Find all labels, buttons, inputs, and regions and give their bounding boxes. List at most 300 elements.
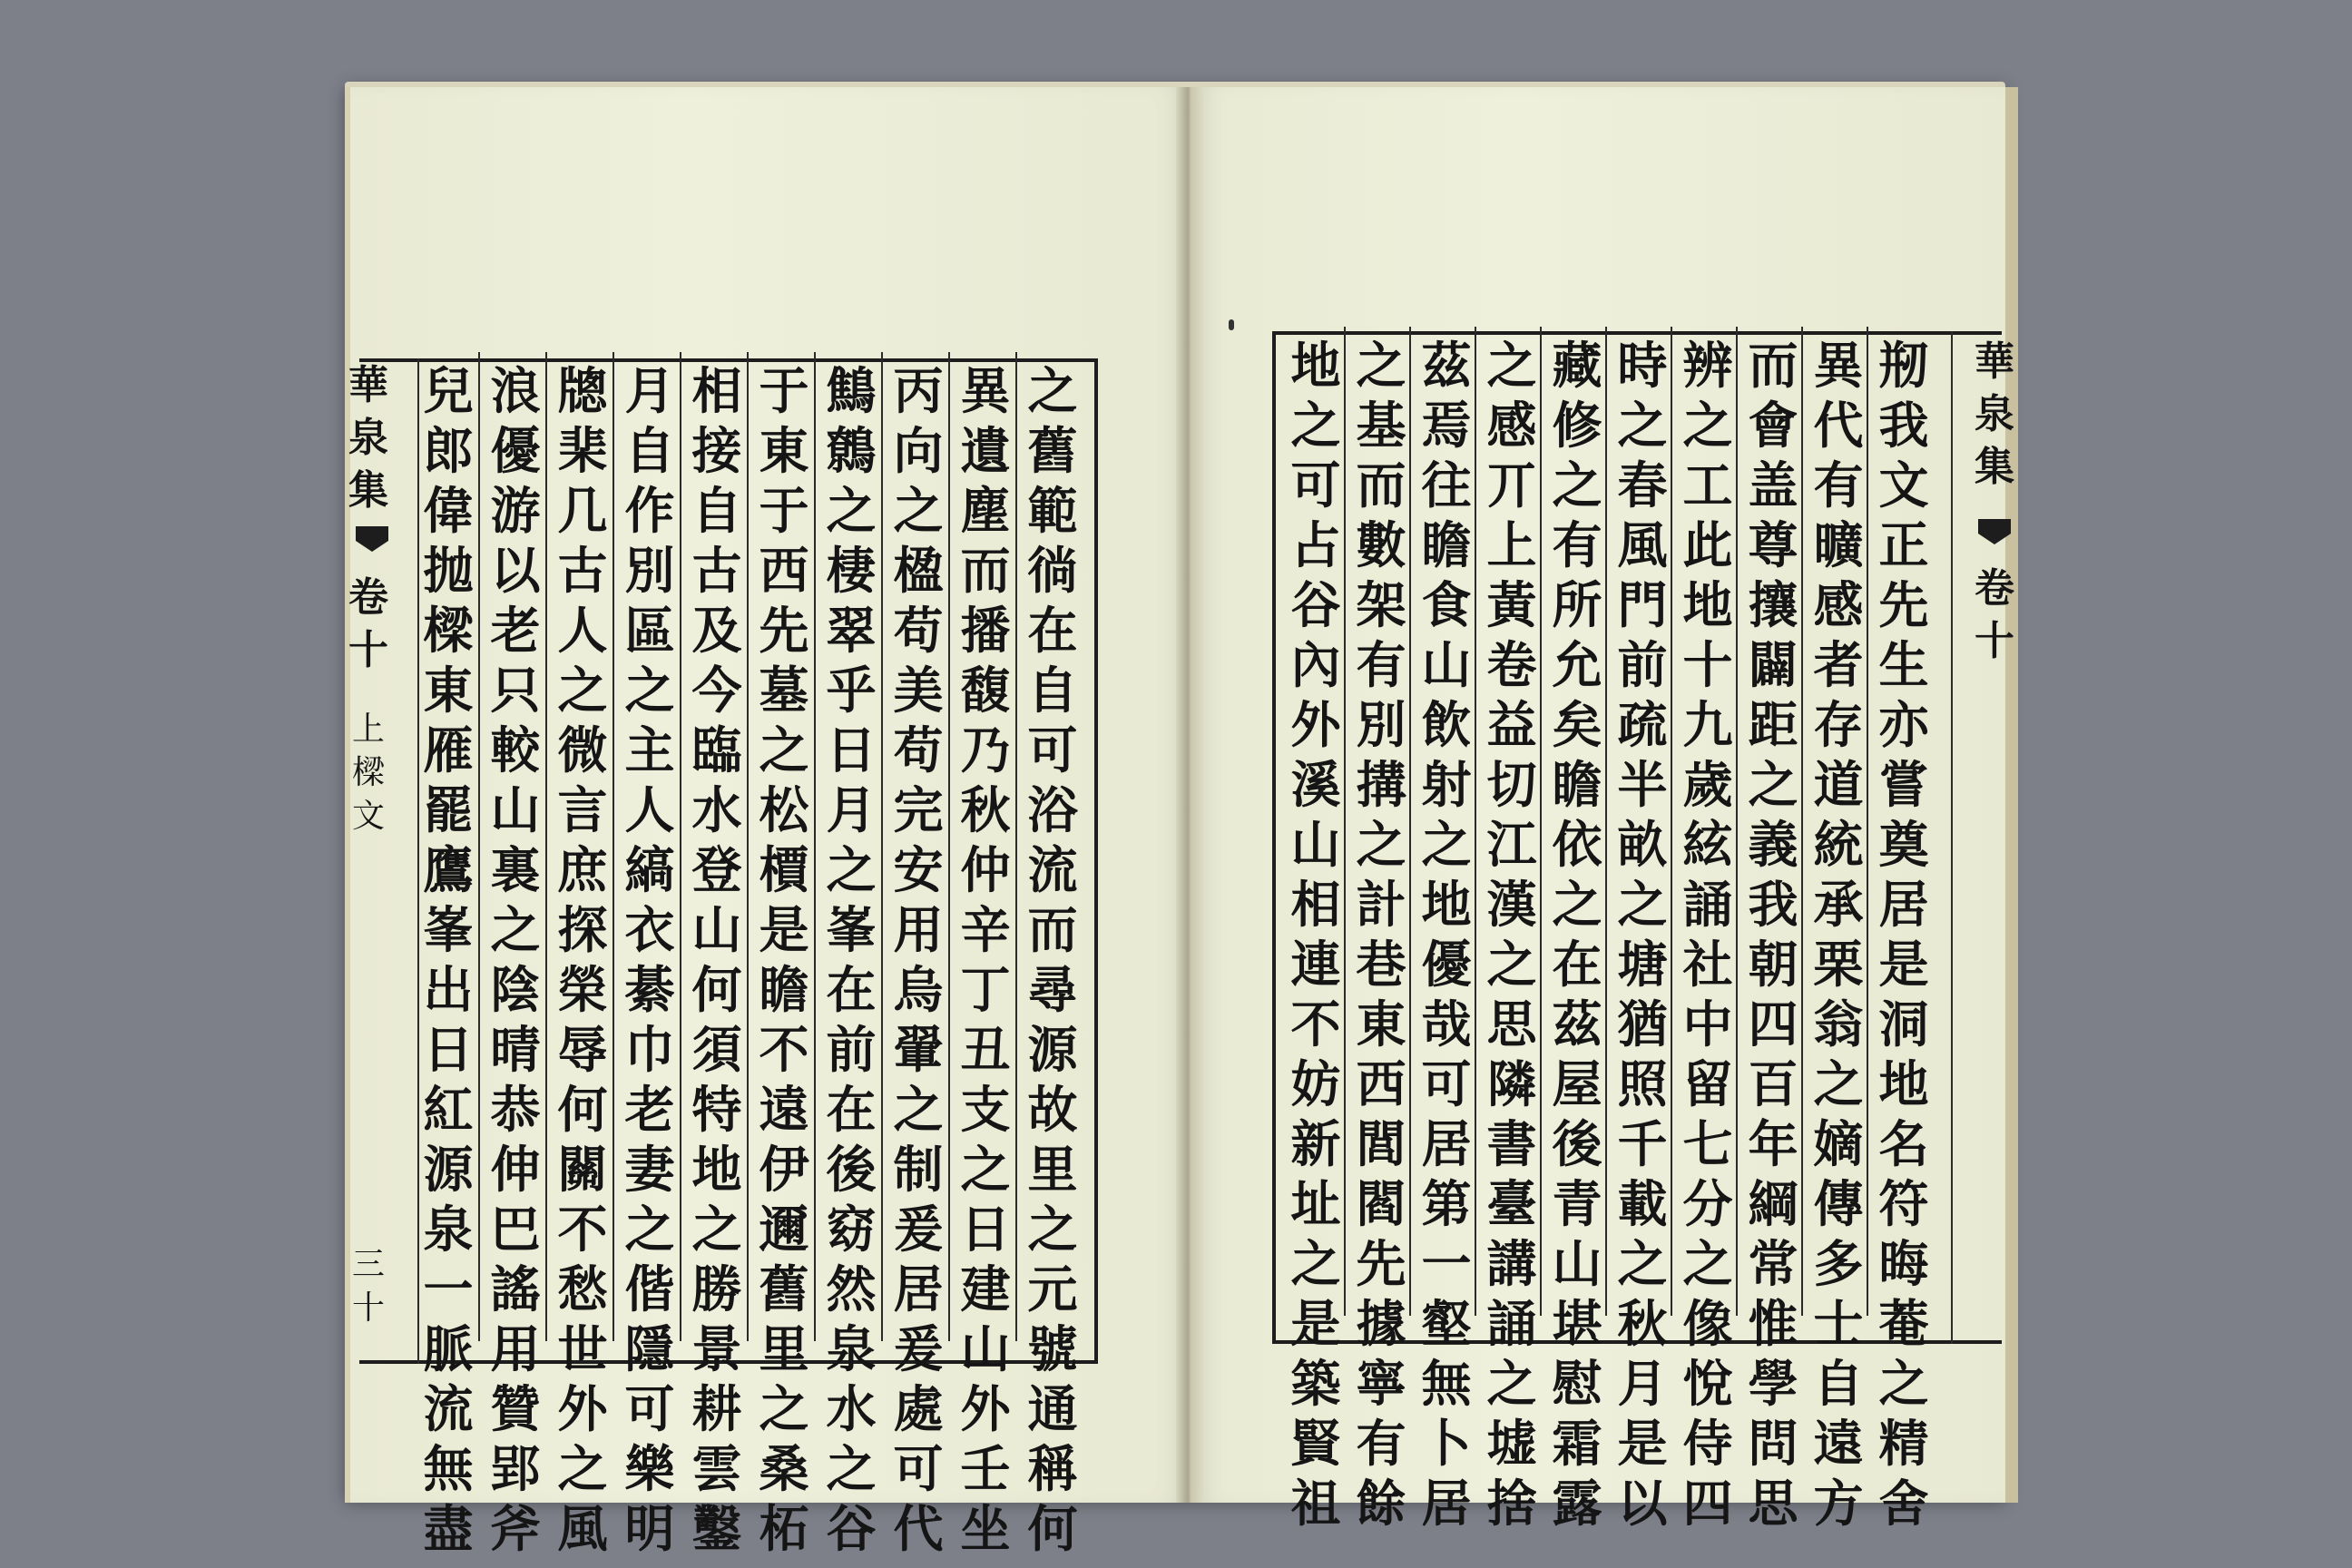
right-text-column-char: 誦 <box>1682 875 1733 934</box>
left-text-column-char: 塵 <box>960 481 1011 540</box>
left-text-column-char: 前 <box>826 1020 877 1079</box>
right-text-column-char: 食 <box>1421 575 1472 634</box>
left-text-column-char: 古 <box>557 541 608 600</box>
left-text-column-char: 區 <box>624 601 675 660</box>
right-text-column-char: 卜 <box>1421 1414 1472 1473</box>
left-text-column-char: 可 <box>624 1379 675 1438</box>
left-text-column-char: 而 <box>1027 900 1078 959</box>
left-text-column-char: 紅 <box>423 1080 474 1139</box>
left-text-column-char: 愁 <box>557 1259 608 1318</box>
left-text-column-char: 峯 <box>423 900 474 959</box>
right-text-column-char: 有 <box>1813 456 1864 514</box>
left-text-column <box>688 361 746 1559</box>
right-text-column <box>1809 336 1867 1534</box>
left-text-column-char: 榮 <box>557 960 608 1019</box>
left-text-column-char: 自 <box>1027 661 1078 720</box>
right-text-column-char: 四 <box>1682 1474 1733 1533</box>
left-text-column-char: 仲 <box>960 840 1011 899</box>
left-text-column-char: 乃 <box>960 720 1011 779</box>
left-banxin-title <box>341 359 396 517</box>
right-banxin-divider <box>1951 331 1953 1344</box>
right-text-column-char: 四 <box>1748 995 1798 1054</box>
left-text-column-char: 是 <box>759 900 809 959</box>
right-text-column-char: 在 <box>1552 935 1602 994</box>
left-text-column-char: 之 <box>759 720 809 779</box>
right-text-column-char: 有 <box>1552 515 1602 574</box>
left-text-column-char: 偉 <box>423 481 474 540</box>
left-text-column-char: 之 <box>893 1080 944 1139</box>
left-text-column-char: 瞻 <box>759 960 809 1019</box>
right-text-column-char: 之 <box>1486 336 1537 395</box>
right-text-column-char: 丌 <box>1486 456 1537 514</box>
left-text-column-char: 號 <box>1027 1319 1078 1378</box>
left-text-column-char: 可 <box>1027 720 1078 779</box>
left-text-column-char: 西 <box>759 541 809 600</box>
right-text-column-char: 射 <box>1421 755 1472 814</box>
right-text-column-char: 晦 <box>1878 1234 1929 1293</box>
right-text-column-char: 生 <box>1878 635 1929 694</box>
left-banxin-title-char: 泉 <box>348 415 388 461</box>
left-banxin-volume <box>341 572 396 677</box>
left-text-column-char: 斧 <box>490 1499 541 1558</box>
right-text-column-char: 後 <box>1552 1114 1602 1173</box>
right-text-column-char: 內 <box>1290 635 1341 694</box>
right-text-column-char: 悅 <box>1682 1354 1733 1413</box>
right-text-column-char: 黃 <box>1486 575 1537 634</box>
left-text-column-char: 桑 <box>759 1439 809 1498</box>
right-text-column-char: 之 <box>1552 875 1602 934</box>
left-text-column-char: 乎 <box>826 661 877 720</box>
left-text-column-char: 柘 <box>759 1499 809 1558</box>
right-text-column-char: 地 <box>1290 336 1341 395</box>
left-text-column-char: 日 <box>423 1020 474 1079</box>
left-text-column-char: 須 <box>691 1020 742 1079</box>
right-text-column-char: 嫡 <box>1813 1114 1864 1173</box>
left-banxin-page-number <box>341 1243 396 1330</box>
left-text-column-char: 日 <box>960 1200 1011 1259</box>
left-text-column-char: 關 <box>557 1140 608 1199</box>
left-text-column-char: 接 <box>691 421 742 480</box>
right-banxin-title-char: 泉 <box>1975 391 2014 437</box>
right-text-column-char: 之 <box>1748 755 1798 814</box>
right-text-column-char: 辨 <box>1682 336 1733 395</box>
left-text-column-char: 之 <box>826 840 877 899</box>
right-text-column-char: 工 <box>1682 456 1733 514</box>
left-text-column-char: 檟 <box>759 840 809 899</box>
left-banxin-section-char: 文 <box>351 798 385 835</box>
left-text-column <box>822 361 880 1559</box>
right-text-column <box>1679 336 1737 1534</box>
left-text-column-char: 源 <box>1027 1020 1078 1079</box>
left-text-column-char: 巴 <box>490 1200 541 1259</box>
right-text-column-char: 絃 <box>1682 815 1733 874</box>
left-text-column-char: 老 <box>624 1080 675 1139</box>
left-text-column <box>554 361 612 1559</box>
left-text-column-char: 出 <box>423 960 474 1019</box>
right-text-column-char: 青 <box>1552 1174 1602 1233</box>
left-text-column-char: 古 <box>691 541 742 600</box>
right-text-column-char: 分 <box>1682 1174 1733 1233</box>
right-text-column-char: 屋 <box>1552 1054 1602 1113</box>
left-column-rule <box>814 352 816 1341</box>
right-text-column-char: 之 <box>1486 935 1537 994</box>
left-text-column-char: 播 <box>960 601 1011 660</box>
left-text-column-char: 徜 <box>1027 541 1078 600</box>
right-text-column-char: 風 <box>1617 515 1668 574</box>
left-text-column-char: 可 <box>893 1439 944 1498</box>
left-text-column-char: 在 <box>1027 601 1078 660</box>
right-text-column-char: 妨 <box>1290 1054 1341 1113</box>
right-text-column-char: 一 <box>1421 1234 1472 1293</box>
right-text-column-char: 常 <box>1748 1234 1798 1293</box>
right-text-column-char: 者 <box>1813 635 1864 694</box>
left-text-column-char: 遺 <box>960 421 1011 480</box>
left-text-column-char: 後 <box>826 1140 877 1199</box>
left-text-column-char: 無 <box>423 1439 474 1498</box>
left-text-column-char: 烏 <box>893 960 944 1019</box>
right-text-column-char: 門 <box>1617 575 1668 634</box>
right-text-column-char: 之 <box>1682 396 1733 455</box>
left-text-column-char: 探 <box>557 900 608 959</box>
right-text-column-char: 之 <box>1682 1234 1733 1293</box>
left-text-column-char: 之 <box>557 1439 608 1498</box>
right-banxin-title-char: 集 <box>1975 444 2014 490</box>
right-text-column-char: 哉 <box>1421 995 1472 1054</box>
right-text-column <box>1548 336 1606 1534</box>
left-text-column-char: 牕 <box>557 361 608 420</box>
right-text-column-char: 此 <box>1682 515 1733 574</box>
right-banxin-volume <box>1967 563 2022 668</box>
right-text-column-char: 東 <box>1356 995 1406 1054</box>
right-text-column-char: 遠 <box>1813 1414 1864 1473</box>
right-text-column-char: 瞻 <box>1552 755 1602 814</box>
right-text-column-char: 是 <box>1617 1414 1668 1473</box>
right-text-column-char: 思 <box>1748 1474 1798 1533</box>
right-text-column-char: 秋 <box>1617 1294 1668 1353</box>
left-text-column-char: 用 <box>893 900 944 959</box>
right-text-column-char: 而 <box>1748 336 1798 395</box>
left-text-column-char: 之 <box>490 900 541 959</box>
left-text-column-char: 里 <box>759 1319 809 1378</box>
left-text-column-char: 郢 <box>490 1439 541 1498</box>
right-text-column-char: 是 <box>1290 1294 1341 1353</box>
right-text-column-char: 堪 <box>1552 1294 1602 1353</box>
left-text-column-char: 月 <box>624 361 675 420</box>
left-text-column-char: 只 <box>490 661 541 720</box>
left-text-column-char: 故 <box>1027 1080 1078 1139</box>
left-text-column-char: 地 <box>691 1140 742 1199</box>
right-text-column-char: 往 <box>1421 456 1472 514</box>
right-text-column-char: 外 <box>1290 695 1341 754</box>
right-text-column-char: 道 <box>1813 755 1864 814</box>
left-text-column-char: 陰 <box>490 960 541 1019</box>
right-banxin-title <box>1967 336 2022 494</box>
book-gutter <box>1176 87 1203 1503</box>
left-banxin-volume-char: 卷 <box>348 574 388 621</box>
right-banxin-volume-char: 卷 <box>1975 565 2014 612</box>
left-text-column <box>621 361 679 1559</box>
right-text-column-char: 以 <box>1617 1474 1668 1533</box>
left-text-column-char: 鷦 <box>826 361 877 420</box>
right-text-column-char: 方 <box>1813 1474 1864 1533</box>
right-text-column-char: 歲 <box>1682 755 1733 814</box>
right-text-column-char: 焉 <box>1421 396 1472 455</box>
left-text-column-char: 爰 <box>893 1319 944 1378</box>
right-text-column-char: 畝 <box>1617 815 1668 874</box>
right-text-column-char: 之 <box>1290 1234 1341 1293</box>
right-text-column-char: 瞻 <box>1421 515 1472 574</box>
right-text-column-char: 像 <box>1682 1294 1733 1353</box>
left-text-column-char: 登 <box>691 840 742 899</box>
left-text-column-char: 樂 <box>624 1439 675 1498</box>
left-text-column-char: 用 <box>490 1319 541 1378</box>
left-text-column-char: 之 <box>826 481 877 540</box>
right-text-column-char: 之 <box>1617 875 1668 934</box>
left-text-column-char: 衣 <box>624 900 675 959</box>
right-text-column-char: 先 <box>1356 1234 1406 1293</box>
right-text-column-char: 學 <box>1748 1354 1798 1413</box>
left-text-column-char: 偕 <box>624 1259 675 1318</box>
right-text-column-char: 允 <box>1552 635 1602 694</box>
right-text-column-char: 疏 <box>1617 695 1668 754</box>
right-text-column-char: 之 <box>1552 456 1602 514</box>
right-text-column-char: 春 <box>1617 456 1668 514</box>
left-banxin-volume-char: 十 <box>348 627 388 673</box>
right-text-column-char: 奠 <box>1878 815 1929 874</box>
left-fish-tail-mark <box>356 526 388 541</box>
right-text-column-char: 築 <box>1290 1354 1341 1413</box>
left-column-rule <box>881 352 883 1341</box>
right-text-column-char: 矣 <box>1552 695 1602 754</box>
right-text-column-char: 綱 <box>1748 1174 1798 1233</box>
left-text-column-char: 浴 <box>1027 780 1078 839</box>
right-text-column <box>1613 336 1671 1534</box>
right-text-column-char: 符 <box>1878 1174 1929 1233</box>
left-text-column-char: 縞 <box>624 840 675 899</box>
left-text-column-char: 然 <box>826 1259 877 1318</box>
right-text-column-char: 而 <box>1356 456 1406 514</box>
right-text-column-char: 墟 <box>1486 1414 1537 1473</box>
right-text-column-char: 計 <box>1356 875 1406 934</box>
left-text-column-char: 之 <box>960 1140 1011 1199</box>
left-text-column-char: 別 <box>624 541 675 600</box>
left-banxin-page-number-char: 十 <box>351 1289 385 1327</box>
right-text-column-char: 感 <box>1813 575 1864 634</box>
left-text-column-char: 之 <box>1027 361 1078 420</box>
right-text-column-char: 壑 <box>1421 1294 1472 1353</box>
left-text-column-char: 樑 <box>423 601 474 660</box>
right-text-column-char: 江 <box>1486 815 1537 874</box>
right-text-column-char: 址 <box>1290 1174 1341 1233</box>
left-text-column-char: 完 <box>893 780 944 839</box>
right-text-column-char: 居 <box>1878 875 1929 934</box>
left-text-column-char: 泉 <box>826 1319 877 1378</box>
right-text-column-char: 茲 <box>1552 995 1602 1054</box>
left-text-column-char: 之 <box>893 481 944 540</box>
left-column-rule <box>948 352 950 1341</box>
left-text-column-char: 制 <box>893 1140 944 1199</box>
right-text-column-char: 先 <box>1878 575 1929 634</box>
right-text-column-char: 隣 <box>1486 1054 1537 1113</box>
left-text-column-char: 元 <box>1027 1259 1078 1318</box>
right-text-column-char: 士 <box>1813 1294 1864 1353</box>
left-text-column-char: 東 <box>423 661 474 720</box>
right-text-column-char: 侍 <box>1682 1414 1733 1473</box>
right-text-column-char: 寧 <box>1356 1354 1406 1413</box>
left-text-column-char: 辛 <box>960 900 1011 959</box>
left-text-column-char: 自 <box>691 481 742 540</box>
left-text-column-char: 翠 <box>826 601 877 660</box>
right-text-column-char: 露 <box>1552 1474 1602 1533</box>
left-text-column-char: 几 <box>557 481 608 540</box>
right-text-column-char: 曠 <box>1813 515 1864 574</box>
right-text-column-char: 盖 <box>1748 456 1798 514</box>
right-text-column-char: 存 <box>1813 695 1864 754</box>
right-text-column-char: 卷 <box>1486 635 1537 694</box>
right-text-column-char: 我 <box>1748 875 1798 934</box>
left-text-column-char: 東 <box>759 421 809 480</box>
right-text-column-char: 谷 <box>1290 575 1341 634</box>
left-text-column-char: 棲 <box>826 541 877 600</box>
right-text-column-char: 山 <box>1290 815 1341 874</box>
right-text-column-char: 代 <box>1813 396 1864 455</box>
left-text-column-char: 勝 <box>691 1259 742 1318</box>
left-text-column-char: 異 <box>960 361 1011 420</box>
left-text-column-char: 相 <box>691 361 742 420</box>
right-text-column-char: 承 <box>1813 875 1864 934</box>
right-text-column-char: 文 <box>1878 456 1929 514</box>
left-text-column-char: 先 <box>759 601 809 660</box>
left-text-column-char: 流 <box>1027 840 1078 899</box>
right-text-column-char: 社 <box>1682 935 1733 994</box>
left-text-column-char: 外 <box>557 1379 608 1438</box>
right-text-column-char: 距 <box>1748 695 1798 754</box>
left-text-column-char: 何 <box>1027 1499 1078 1558</box>
left-text-column-char: 墓 <box>759 661 809 720</box>
right-text-column-char: 閻 <box>1356 1174 1406 1233</box>
right-text-column-char: 第 <box>1421 1174 1472 1233</box>
left-column-rule <box>680 352 681 1341</box>
left-text-column-char: 盡 <box>423 1499 474 1558</box>
right-text-column-char: 居 <box>1421 1474 1472 1533</box>
left-text-column-char: 尋 <box>1027 960 1078 1019</box>
left-text-column <box>956 361 1014 1559</box>
left-text-column-char: 隱 <box>624 1319 675 1378</box>
left-text-column-char: 之 <box>624 1200 675 1259</box>
right-text-column-char: 亦 <box>1878 695 1929 754</box>
left-text-column-char: 山 <box>691 900 742 959</box>
right-text-column-char: 之 <box>1421 815 1472 874</box>
right-text-column-char: 之 <box>1878 1354 1929 1413</box>
left-text-column-char: 晴 <box>490 1020 541 1079</box>
right-text-column-char: 惟 <box>1748 1294 1798 1353</box>
left-text-column-char: 窈 <box>826 1200 877 1259</box>
left-text-column-char: 而 <box>960 541 1011 600</box>
left-text-column-char: 郎 <box>423 421 474 480</box>
right-text-column-char: 賢 <box>1290 1414 1341 1473</box>
left-text-column-char: 于 <box>759 361 809 420</box>
left-text-column-char: 自 <box>624 421 675 480</box>
left-banxin-title-char: 集 <box>348 467 388 514</box>
right-text-column-char: 別 <box>1356 695 1406 754</box>
left-text-column-char: 向 <box>893 421 944 480</box>
left-text-column-char: 楹 <box>893 541 944 600</box>
left-text-column-char: 松 <box>759 780 809 839</box>
right-text-column-char: 千 <box>1617 1114 1668 1173</box>
left-text-column-char: 鷹 <box>423 840 474 899</box>
left-text-column-char: 苟 <box>893 720 944 779</box>
left-text-column-char: 耕 <box>691 1379 742 1438</box>
right-text-column-char: 之 <box>1813 1054 1864 1113</box>
left-text-column-char: 之 <box>1027 1200 1078 1259</box>
left-text-column <box>486 361 544 1559</box>
right-text-column-char: 上 <box>1486 515 1537 574</box>
left-text-column-char: 浪 <box>490 361 541 420</box>
right-text-column-char: 相 <box>1290 875 1341 934</box>
left-text-column-char: 妻 <box>624 1140 675 1199</box>
right-fish-tail-mark <box>1978 519 2011 534</box>
right-text-column-char: 會 <box>1748 396 1798 455</box>
right-text-column-char: 地 <box>1878 1054 1929 1113</box>
right-text-column-char: 名 <box>1878 1114 1929 1173</box>
left-text-column-char: 不 <box>557 1200 608 1259</box>
left-column-rule <box>1015 352 1017 1341</box>
right-text-column-char: 之 <box>1290 396 1341 455</box>
left-text-column-char: 主 <box>624 720 675 779</box>
right-text-column-char: 新 <box>1290 1114 1341 1173</box>
left-banxin-page-number-char: 三 <box>351 1246 385 1283</box>
left-text-column-char: 坐 <box>960 1499 1011 1558</box>
left-text-column-char: 何 <box>691 960 742 1019</box>
left-text-column-char: 言 <box>557 780 608 839</box>
right-text-column-char: 搆 <box>1356 755 1406 814</box>
left-column-rule <box>545 352 547 1341</box>
right-text-column-char: 嘗 <box>1878 755 1929 814</box>
left-text-column-char: 丁 <box>960 960 1011 1019</box>
left-text-column-char: 恭 <box>490 1080 541 1139</box>
left-text-column-char: 範 <box>1027 481 1078 540</box>
left-text-column-char: 一 <box>423 1259 474 1318</box>
left-text-column-char: 遠 <box>759 1080 809 1139</box>
left-text-column-char: 辱 <box>557 1020 608 1079</box>
left-text-column-char: 游 <box>490 481 541 540</box>
right-text-column-char: 慰 <box>1552 1354 1602 1413</box>
right-text-column-char: 數 <box>1356 515 1406 574</box>
right-text-column-char: 之 <box>1356 815 1406 874</box>
right-text-column-char: 祖 <box>1290 1474 1341 1533</box>
left-text-column <box>889 361 947 1559</box>
right-text-column-char: 之 <box>1356 336 1406 395</box>
left-text-column-char: 優 <box>490 421 541 480</box>
right-text-column-char: 之 <box>1486 1354 1537 1413</box>
right-text-column-char: 地 <box>1682 575 1733 634</box>
right-text-column-char: 照 <box>1617 1054 1668 1113</box>
left-text-column-char: 之 <box>759 1379 809 1438</box>
right-text-column-char: 剏 <box>1878 336 1929 395</box>
left-text-column-char: 處 <box>893 1379 944 1438</box>
left-text-column-char: 日 <box>826 720 877 779</box>
right-text-column-char: 有 <box>1356 635 1406 694</box>
left-text-column-char: 舊 <box>1027 421 1078 480</box>
right-text-column-char: 百 <box>1748 1054 1798 1113</box>
right-text-column-char: 栗 <box>1813 935 1864 994</box>
right-text-column-char: 捨 <box>1486 1474 1537 1533</box>
right-text-column-char: 留 <box>1682 1054 1733 1113</box>
left-text-column-char: 建 <box>960 1259 1011 1318</box>
left-text-column-char: 苟 <box>893 601 944 660</box>
left-text-column-char: 之 <box>826 1439 877 1498</box>
left-text-column-char: 山 <box>960 1319 1011 1378</box>
